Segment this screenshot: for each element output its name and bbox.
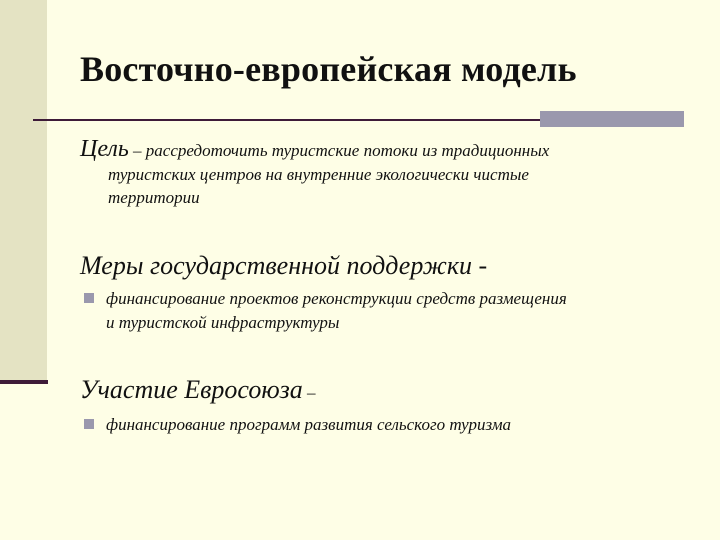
list-item	[84, 413, 694, 437]
goal-text-line2: туристских центров на внутренние экологически чистые	[108, 165, 529, 184]
left-decor-band	[0, 0, 47, 382]
square-bullet-icon	[84, 293, 94, 303]
square-bullet-icon	[84, 419, 94, 429]
list-item	[84, 287, 694, 335]
eu-heading-text: Участие Евросоюза	[80, 375, 303, 404]
eu-heading	[80, 375, 316, 405]
goal-text-line1: – рассредоточить туристские потоки из традиционных	[128, 141, 550, 160]
bullet-text-line2: и туристской инфраструктуры	[106, 313, 340, 332]
title-divider-accent	[540, 111, 684, 127]
measures-heading: Меры государственной поддержки -	[80, 251, 488, 280]
bullet-text-line1: финансирование проектов реконструкции средств размещения	[106, 289, 567, 308]
slide-title: Восточно-европейская модель	[80, 49, 577, 89]
goal-term: Цель	[80, 136, 129, 162]
goal-paragraph	[80, 137, 690, 210]
bullet-text-line1: финансирование программ развития сельского туризма	[106, 415, 512, 434]
left-band-rule	[0, 380, 48, 384]
goal-text-line3: территории	[108, 188, 200, 207]
eu-heading-dash: –	[302, 383, 316, 402]
